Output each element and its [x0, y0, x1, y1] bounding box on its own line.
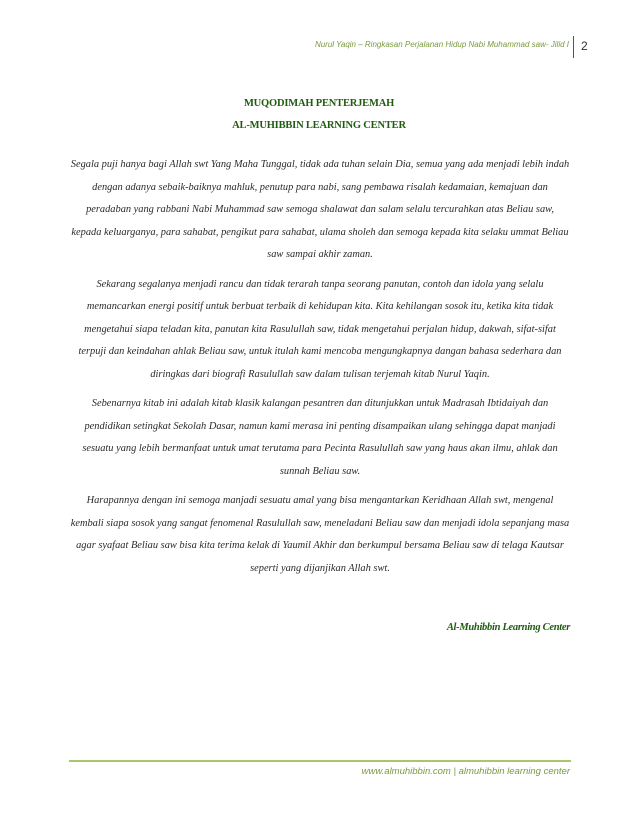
title-line-1: MUQODIMAH PENTERJEMAH: [243, 98, 395, 109]
paragraph-4: Harapannya dengan ini semoga manjadi sesuatu amal yang bisa mengantarkan Keridhaan Allah swt, mengenal kembali siapa sosok yang sangat fenomenal Rasulullah saw, meneladani Beliau saw dan menjadi idola sepanjang masa agar syafaat Beliau saw bisa kita terima kelak di Yaumil Akhir dan berkumpul bersama Beliau saw di telaga Kautsar seperti yang dijanjikan Allah swt.: [70, 495, 570, 574]
header-title: Nurul Yaqin – Ringkasan Perjalanan Hidup Nabi Muhammad saw- Jilid I: [314, 40, 569, 49]
document-title: [0, 93, 638, 137]
header-divider: [573, 36, 574, 58]
page-number: 2: [581, 39, 588, 53]
paragraph-1: Segala puji hanya bagi Allah swt Yang Maha Tunggal, tidak ada tuhan selain Dia, semua yang ada menjadi lebih indah dengan adanya sebaik-baiknya mahluk, penutup para nabi, sang pembawa risalah kedamaian, kemajuan dan peradaban yang rabbani Nabi Muhammad saw semoga shalawat dan salam selalu tercurahkan atas Beliau saw, kepada keluarganya, para sahabat, pengikut para sahabat, ulama sholeh dan semoga kepada kita selaku ummat Beliau saw sampai akhir zaman.: [70, 159, 570, 260]
document-body: [70, 154, 570, 587]
paragraph-3: Sebenarnya kitab ini adalah kitab klasik kalangan pesantren dan ditunjukkan untuk Madrasah Ibtidaiyah dan pendidikan setingkat Sekolah Dasar, namun kami merasa ini penting disampaikan ulang sehingga dapat manjadi sesuatu yang lebih bermanfaat untuk umat terutama para Pecinta Rasulullah saw yang haus akan ilmu, ahlak dan sunnah Beliau saw.: [82, 398, 558, 477]
title-line-2: AL-MUHIBBIN LEARNING CENTER: [232, 120, 406, 131]
signature: Al-Muhibbin Learning Center: [446, 622, 570, 633]
footer-divider: [69, 760, 571, 762]
footer-text: www.almuhibbin.com | almuhibbin learning center: [361, 766, 570, 777]
page-header: [0, 36, 638, 58]
paragraph-2: Sekarang segalanya menjadi rancu dan tidak terarah tanpa seorang panutan, contoh dan idola yang selalu memancarkan energi positif untuk berbuat terbaik di kehidupan kita. Kita kehilangan sosok itu, ketika kita tidak mengetahui siapa teladan kita, panutan kita Rasulullah saw, tidak mengetahui perjalan hidup, dakwah, sifat-sifat terpuji dan keindahan ahlak Beliau saw, untuk itulah kami mencoba mengungkapnya dangan bahasa sederhara dan diringkas dari biografi Rasulullah saw dalam tulisan terjemah kitab Nurul Yaqin.: [78, 278, 562, 380]
